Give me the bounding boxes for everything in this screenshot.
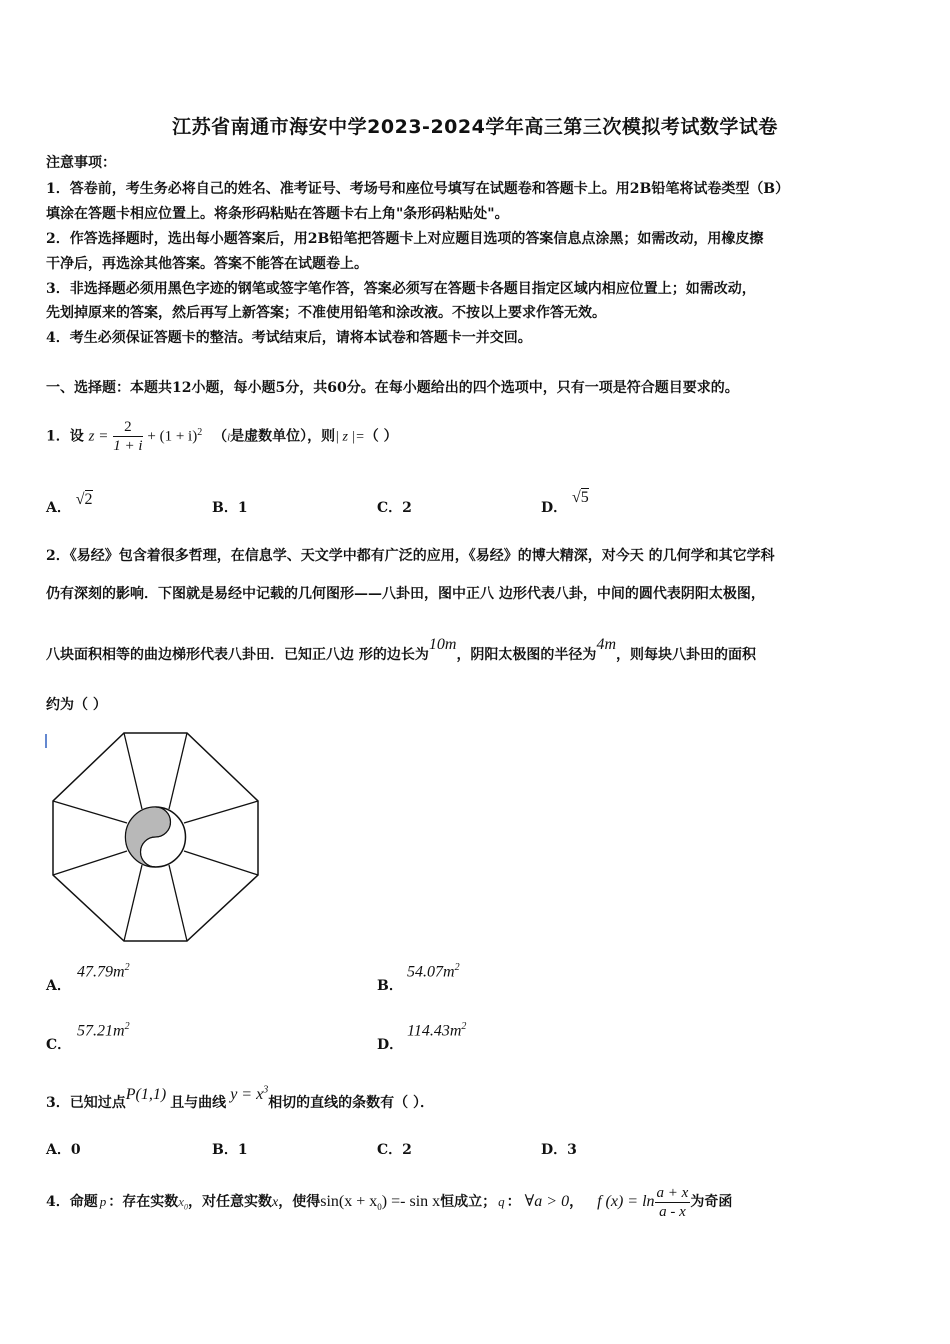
q4-prefix: 4．命题 bbox=[46, 1194, 98, 1210]
q1-i: i bbox=[227, 431, 231, 444]
q3-suffix: 相切的直线的条数有（ ）． bbox=[268, 1095, 435, 1111]
q2-option-a-value bbox=[77, 962, 130, 981]
q2-line-4: 约为（ ） bbox=[46, 697, 107, 713]
radial-line-se bbox=[184, 851, 258, 875]
q4-q: q bbox=[498, 1194, 505, 1209]
q4-x: x bbox=[272, 1195, 279, 1210]
note-line-6: 先划掉原来的答案，然后再写上新答案；不准使用铅笔和涂改液。不按以上要求作答无效。 bbox=[46, 305, 606, 321]
q3-mid: 且与曲线 bbox=[170, 1095, 227, 1111]
note-line-5: 3．非选择题必须用黑色字迹的钢笔或签字笔作答，答案必须写在答题卡各题目指定区域内相应位置上；如需改动， bbox=[46, 281, 756, 297]
question-3 bbox=[46, 1084, 916, 1112]
q1-frac-den: 1 + i bbox=[113, 438, 143, 455]
q1-text: 是虚数单位），则 bbox=[230, 428, 336, 445]
q1-abs-z: | z |= bbox=[335, 429, 365, 445]
q1-fraction bbox=[113, 418, 142, 455]
note-line-7: 4．考生必须保证答题卡的整洁。考试结束后，请将本试卷和答题卡一并交回。 bbox=[46, 330, 532, 346]
q4-eq-left: sin(x + x bbox=[320, 1193, 378, 1210]
q4-t6: ， bbox=[569, 1194, 584, 1210]
bagua-figure bbox=[44, 730, 266, 945]
q2-c-sq: 2 bbox=[124, 1021, 130, 1032]
q2-option-d-value bbox=[407, 1021, 466, 1040]
q1-paren-open: （ bbox=[213, 428, 228, 445]
q3-option-c: C．2 bbox=[377, 1142, 412, 1158]
note-line-3: 2．作答选择题时，选出每小题答案后，用2B铅笔把答题卡上对应题目选项的答案信息点涂黑；如需改动，用橡皮擦 bbox=[46, 231, 764, 247]
q3-option-a: A．0 bbox=[46, 1142, 81, 1158]
q1-option-d-radicand: 5 bbox=[580, 489, 589, 506]
q2-line-3 bbox=[46, 636, 916, 664]
radial-line-ne bbox=[184, 801, 258, 823]
q4-t5: ： bbox=[506, 1194, 521, 1210]
q3-curve bbox=[230, 1086, 268, 1103]
q4-t1: ：存在实数 bbox=[108, 1194, 179, 1210]
q1-z-eq: z = bbox=[88, 428, 109, 445]
q2-line-3b: ，阴阳太极图的半径为 bbox=[456, 647, 597, 663]
q1-prefix: 1．设 bbox=[46, 428, 84, 445]
q4-x0-base: x bbox=[178, 1194, 185, 1209]
q1-blank: （ ） bbox=[364, 428, 398, 445]
radial-line-s2 bbox=[124, 865, 142, 941]
q3-curve-base: y = x bbox=[230, 1086, 264, 1103]
q2-line-3a: 八块面积相等的曲边梯形代表八卦田．已知正八边 形的边长为 bbox=[46, 647, 429, 663]
q2-line-3c: ，则每块八卦田的面积 bbox=[616, 647, 756, 663]
radial-line-n2 bbox=[169, 733, 187, 809]
q4-t4: 恒成立； bbox=[440, 1194, 497, 1210]
q1-option-d bbox=[541, 489, 589, 517]
q4-x0-sub: 0 bbox=[184, 1202, 189, 1212]
radial-line-s1 bbox=[169, 865, 187, 941]
q4-frac-num: a + x bbox=[656, 1184, 689, 1201]
q4-frac-den: a - x bbox=[659, 1203, 686, 1220]
q4-condition: ∀a > 0 bbox=[524, 1193, 570, 1210]
q4-equation bbox=[320, 1193, 441, 1213]
q2-radius: 4m bbox=[596, 636, 616, 653]
q2-b-num: 54.07m bbox=[407, 963, 455, 981]
q2-a-num: 47.79m bbox=[77, 963, 125, 981]
q1-option-a bbox=[46, 491, 93, 517]
radial-line-nw bbox=[53, 801, 127, 823]
q4-t7: 为奇函 bbox=[690, 1194, 733, 1210]
q1-option-a-value: √2 bbox=[75, 491, 93, 508]
q1-option-d-label: D． bbox=[541, 500, 568, 516]
radial-line-sw bbox=[53, 851, 127, 875]
q3-option-d: D．3 bbox=[541, 1142, 577, 1158]
q2-option-a: A． bbox=[46, 978, 71, 994]
q3-option-b: B．1 bbox=[212, 1142, 248, 1158]
section-heading: 一、选择题：本题共12小题，每小题5分，共60分。在每小题给出的四个选项中，只有一项是符合题目要求的。 bbox=[46, 380, 739, 396]
q1-exponent: 2 bbox=[197, 427, 203, 438]
q2-option-c-value bbox=[77, 1021, 130, 1040]
q2-side-length: 10m bbox=[428, 636, 457, 653]
note-line-1: 1．答卷前，考生务必将自己的姓名、准考证号、考场号和座位号填写在试题卷和答题卡上。用2B铅笔将试卷类型（B） bbox=[46, 181, 790, 197]
q3-prefix: 3．已知过点 bbox=[46, 1095, 126, 1111]
q2-c-num: 57.21m bbox=[77, 1022, 125, 1040]
q1-frac-num: 2 bbox=[113, 418, 142, 437]
q4-x0 bbox=[178, 1194, 189, 1212]
q3-curve-exp: 3 bbox=[263, 1084, 269, 1096]
q1-plus-term: + (1 + i) bbox=[147, 428, 198, 445]
q4-p: p bbox=[99, 1194, 107, 1209]
q3-point: P(1,1) bbox=[125, 1086, 167, 1103]
q1-option-b: B．1 bbox=[212, 500, 248, 516]
question-1 bbox=[46, 413, 916, 453]
q4-eq-right: ) =- sin x bbox=[381, 1193, 441, 1210]
q1-option-a-label: A． bbox=[46, 500, 71, 516]
q2-b-sq: 2 bbox=[454, 962, 460, 973]
q2-d-num: 114.43m bbox=[407, 1022, 462, 1040]
q1-option-c: C．2 bbox=[377, 500, 412, 516]
q4-fraction bbox=[655, 1184, 691, 1221]
q4-eq-sub: 0 bbox=[377, 1202, 382, 1213]
q2-line-1: 2．《易经》包含着很多哲理，在信息学、天文学中都有广泛的应用，《易经》的博大精深，对今天 的几何学和其它学科 bbox=[46, 548, 775, 564]
q4-function: f (x) = ln bbox=[597, 1193, 655, 1210]
q4-t3: ，使得 bbox=[278, 1194, 321, 1210]
q2-a-sq: 2 bbox=[124, 962, 130, 973]
note-line-2: 填涂在答题卡相应位置上。将条形码粘贴在答题卡右上角"条形码粘贴处"。 bbox=[46, 206, 509, 222]
q1-option-a-radicand: 2 bbox=[84, 491, 93, 508]
q2-line-2: 仍有深刻的影响．下图就是易经中记载的几何图形——八卦田，图中正八 边形代表八卦，中间的圆代表阴阳太极图， bbox=[46, 586, 765, 602]
q2-d-sq: 2 bbox=[461, 1021, 467, 1032]
q2-option-b-value bbox=[407, 962, 460, 981]
page-title: 江苏省南通市海安中学2023-2024学年高三第三次模拟考试数学试卷 bbox=[172, 116, 778, 138]
q2-option-c: C． bbox=[46, 1037, 72, 1053]
notes-heading: 注意事项： bbox=[46, 155, 116, 171]
q2-option-d: D． bbox=[377, 1037, 404, 1053]
question-4 bbox=[46, 1180, 916, 1224]
q4-t2: ，对任意实数 bbox=[188, 1194, 273, 1210]
radial-line-n1 bbox=[124, 733, 142, 809]
note-line-4: 干净后，再选涂其他答案。答案不能答在试题卷上。 bbox=[46, 256, 368, 272]
q1-option-d-value: √5 bbox=[572, 489, 589, 506]
q2-option-b: B． bbox=[377, 978, 403, 994]
